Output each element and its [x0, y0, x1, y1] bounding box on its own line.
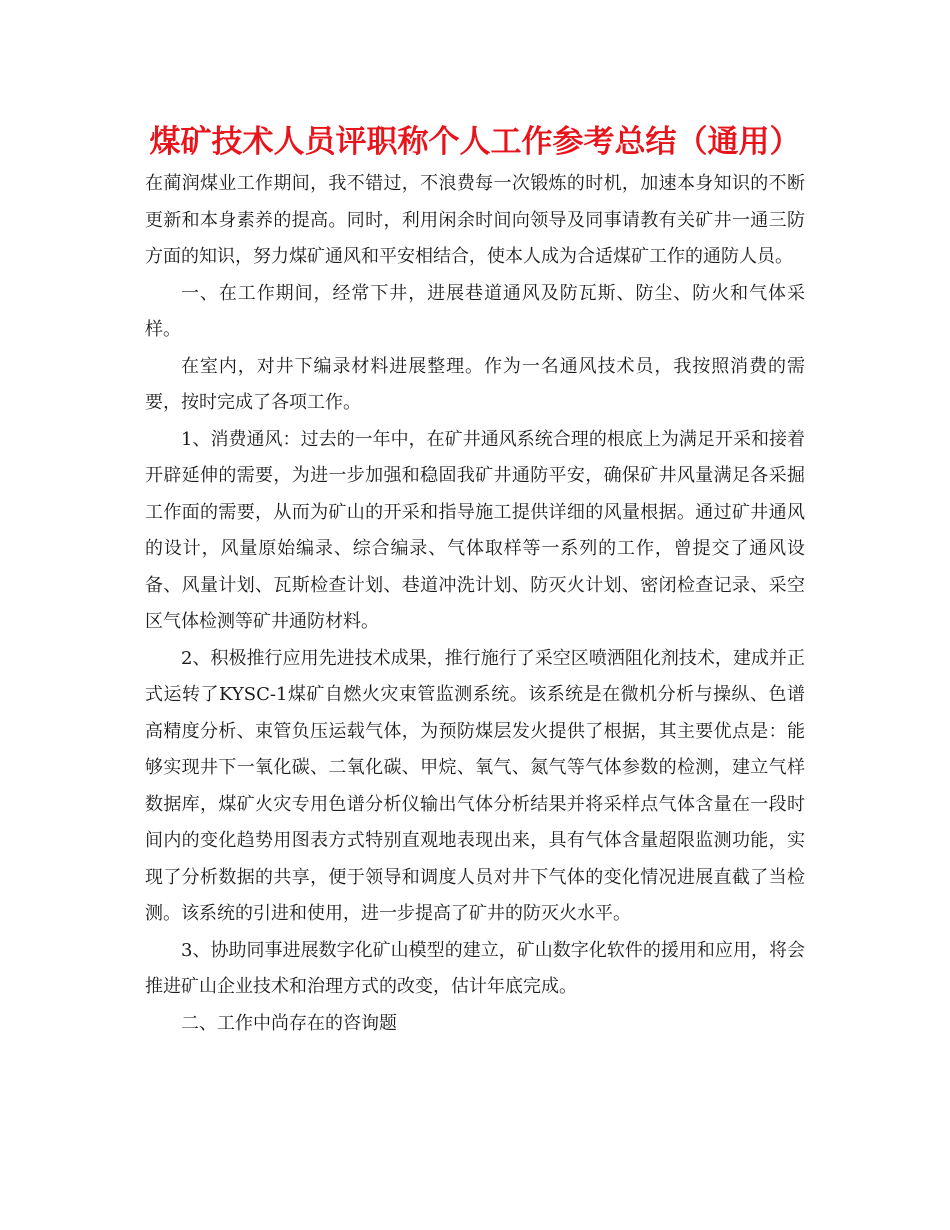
paragraph-item-2: 2、积极推行应用先进技术成果，推行施行了采空区喷洒阻化剂技术，建成并正式运转了KYSC-1煤矿自燃火灾束管监测系统。该系统是在微机分析与操纵、色谱高精度分析、束管负压运载气体，为预防煤层发火提供了根据，其主要优点是：能够实现井下一氧化碳、二氧化碳、甲烷、氧气、氮气等气体参数的检测，建立气样数据库，煤矿火灾专用色谱分析仪输出气体分析结果并将采样点气体含量在一段时间内的变化趋势用图表方式特别直观地表现出来，具有气体含量超限监测功能，实现了分析数据的共享，便于领导和调度人员对井下气体的变化情况进展直截了当检测。该系统的引进和使用，进一步提高了矿井的防灭火水平。	[145, 647, 805, 924]
document-body	[145, 166, 805, 1042]
paragraph-item-1: 1、消费通风：过去的一年中，在矿井通风系统合理的根底上为满足开采和接着开辟延伸的需要，为进一步加强和稳固我矿井通防平安，确保矿井风量满足各采掘工作面的需要，从而为矿山的开采和指导施工提供详细的风量根据。通过矿井通风的设计，风量原始编录、综合编录、气体取样等一系列的工作，曾提交了通风设备、风量计划、瓦斯检查计划、巷道冲洗计划、防灭火计划、密闭检查记录、采空区气体检测等矿井通防材料。	[145, 428, 805, 632]
paragraph-section-1: 一、在工作期间，经常下井，进展巷道通风及防瓦斯、防尘、防火和气体采样。	[145, 282, 805, 340]
paragraph-intro: 在蔺润煤业工作期间，我不错过，不浪费每一次锻炼的时机，加速本身知识的不断更新和本身素养的提高。同时，利用闲余时间向领导及同事请教有关矿井一通三防方面的知识，努力煤矿通风和平安相结合，使本人成为合适煤矿工作的通防人员。	[145, 173, 805, 267]
paragraph-section-2: 二、工作中尚存在的咨询题	[181, 1012, 397, 1034]
document-title: 煤矿技术人员评职称个人工作参考总结（通用）	[149, 124, 801, 160]
paragraph-indoor-work: 在室内，对井下编录材料进展整理。作为一名通风技术员，我按照消费的需要，按时完成了各项工作。	[145, 355, 805, 413]
paragraph-item-3: 3、协助同事进展数字化矿山模型的建立，矿山数字化软件的援用和应用，将会推进矿山企业技术和治理方式的改变，估计年底完成。	[145, 939, 805, 997]
